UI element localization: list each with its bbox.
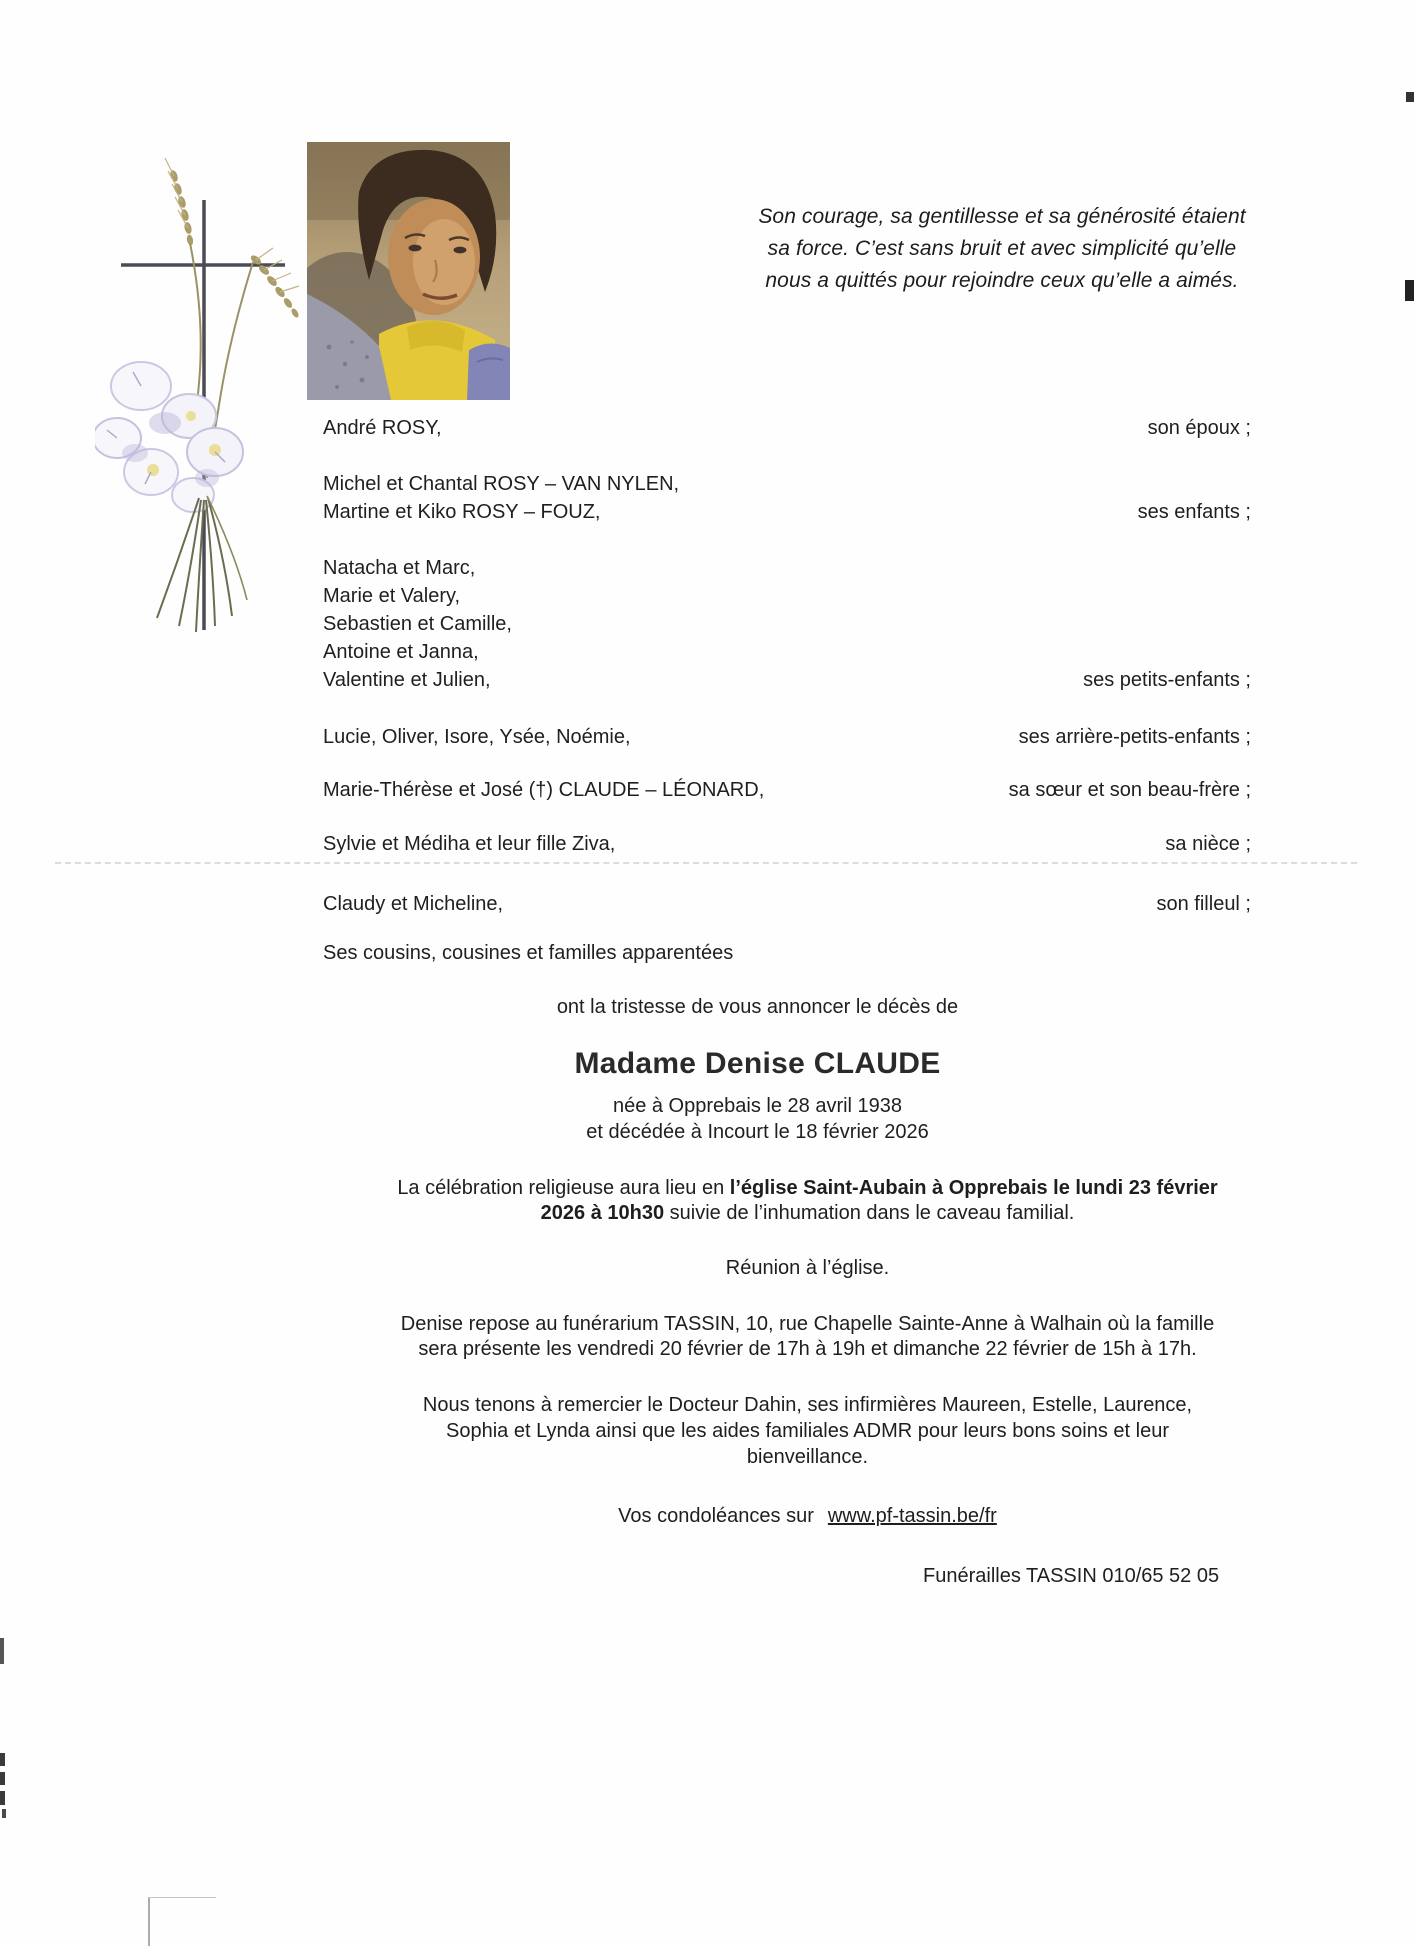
cross-wheat-flowers-illustration — [95, 148, 320, 748]
repose-line: sera présente les vendredi 20 février de 17h à 19h et dimanche 22 février de 15h à 17h. — [418, 1338, 1197, 1360]
repose-paragraph — [335, 1312, 1280, 1362]
relation-label: ses enfants ; — [1137, 501, 1251, 523]
relative-group-children — [323, 470, 1251, 526]
condolences-url-link[interactable]: www.pf-tassin.be/fr — [827, 1505, 997, 1527]
scan-artifact-left-edge — [0, 1791, 5, 1805]
birth-line: née à Opprebais le 28 avril 1938 — [612, 1095, 903, 1117]
epigraph-line: sa force. C’est sans bruit et avec simplicité qu’elle — [767, 237, 1237, 260]
relation-label: sa nièce ; — [1165, 833, 1251, 855]
relative-group-niece — [323, 830, 1251, 858]
repose-line: Denise repose au funérarium TASSIN, 10, rue Chapelle Sainte-Anne à Walhain où la famille — [400, 1313, 1215, 1335]
relatives-list — [323, 414, 1251, 967]
celebration-line — [335, 1201, 1280, 1226]
relative-names: André ROSY, — [323, 417, 442, 439]
epigraph-line: nous a quittés pour rejoindre ceux qu’elle a aimés. — [765, 269, 1239, 292]
relative-names: Valentine et Julien, — [323, 669, 491, 691]
celebration-text-bold: 2026 à 10h30 — [540, 1202, 665, 1224]
relative-names: Martine et Kiko ROSY – FOUZ, — [323, 501, 601, 523]
scan-artifact-left-edge — [0, 1638, 4, 1664]
announcement-intro: ont la tristesse de vous annoncer le décès de — [556, 996, 959, 1018]
epigraph-line: Son courage, sa gentillesse et sa générosité étaient — [758, 205, 1246, 228]
deceased-name: Madame Denise CLAUDE — [574, 1047, 941, 1080]
celebration-text-bold: l’église Saint-Aubain à Opprebais le lundi 23 février — [729, 1177, 1218, 1199]
scan-artifact-left-edge — [2, 1809, 6, 1818]
relative-names: Michel et Chantal ROSY – VAN NYLEN, — [323, 473, 680, 495]
portrait-photo — [307, 142, 510, 400]
scan-artifact-right-edge — [1405, 280, 1414, 301]
epigraph-quote — [742, 201, 1262, 297]
relative-names: Marie et Valery, — [323, 585, 461, 607]
relation-label: son filleul ; — [1156, 893, 1251, 915]
relative-names: Antoine et Janna, — [323, 641, 479, 663]
relative-group-spouse — [323, 414, 1251, 442]
thanks-paragraph — [335, 1392, 1280, 1470]
relative-group-grandchildren — [323, 554, 1251, 694]
relation-label: ses arrière-petits-enfants ; — [1018, 726, 1251, 748]
relative-group-cousins — [323, 939, 1251, 967]
meeting-line: Réunion à l’église. — [725, 1257, 890, 1279]
relative-names: Sylvie et Médiha et leur fille Ziva, — [323, 833, 616, 855]
relative-group-great-grandchildren — [323, 723, 1251, 751]
relative-group-godson — [323, 890, 1251, 918]
relative-names: Marie-Thérèse et José (†) CLAUDE – LÉONARD, — [323, 779, 765, 801]
scan-artifact-bottom-corner — [148, 1897, 216, 1898]
death-announcement — [320, 995, 1195, 1145]
death-line: et décédée à Incourt le 18 février 2026 — [586, 1121, 929, 1143]
celebration-text: suivie de l’inhumation dans le caveau familial. — [664, 1202, 1075, 1224]
scan-artifact-left-edge — [0, 1772, 5, 1785]
relation-label: ses petits-enfants ; — [1083, 669, 1251, 691]
condolences-label: Vos condoléances sur — [618, 1505, 814, 1527]
scan-artifact-right-top — [1406, 92, 1414, 102]
relative-group-sister — [323, 776, 1251, 804]
celebration-paragraph — [335, 1176, 1280, 1226]
relative-names: Sebastien et Camille, — [323, 613, 512, 635]
relative-names: Claudy et Micheline, — [323, 893, 504, 915]
thanks-line: bienveillance. — [746, 1446, 869, 1468]
funeral-home-contact: Funérailles TASSIN 010/65 52 05 — [923, 1565, 1220, 1587]
relative-names: Ses cousins, cousines et familles apparentées — [323, 942, 734, 964]
relative-names: Lucie, Oliver, Isore, Ysée, Noémie, — [323, 726, 631, 748]
scan-artifact-left-edge — [0, 1753, 5, 1766]
celebration-text: La célébration religieuse aura lieu en — [397, 1177, 730, 1199]
relation-label: sa sœur et son beau-frère ; — [1008, 779, 1251, 801]
relative-names: Natacha et Marc, — [323, 557, 476, 579]
ceremony-details — [335, 1176, 1280, 1528]
celebration-line — [335, 1176, 1280, 1201]
condolences-line — [335, 1504, 1280, 1528]
scan-artifact-bottom-corner — [148, 1897, 150, 1946]
scan-fold-line — [55, 862, 1357, 864]
relation-label: son époux ; — [1147, 417, 1251, 439]
thanks-line: Sophia et Lynda ainsi que les aides familiales ADMR pour leurs bons soins et leur — [446, 1420, 1169, 1442]
thanks-line: Nous tenons à remercier le Docteur Dahin, ses infirmières Maureen, Estelle, Laurence, — [422, 1394, 1193, 1416]
